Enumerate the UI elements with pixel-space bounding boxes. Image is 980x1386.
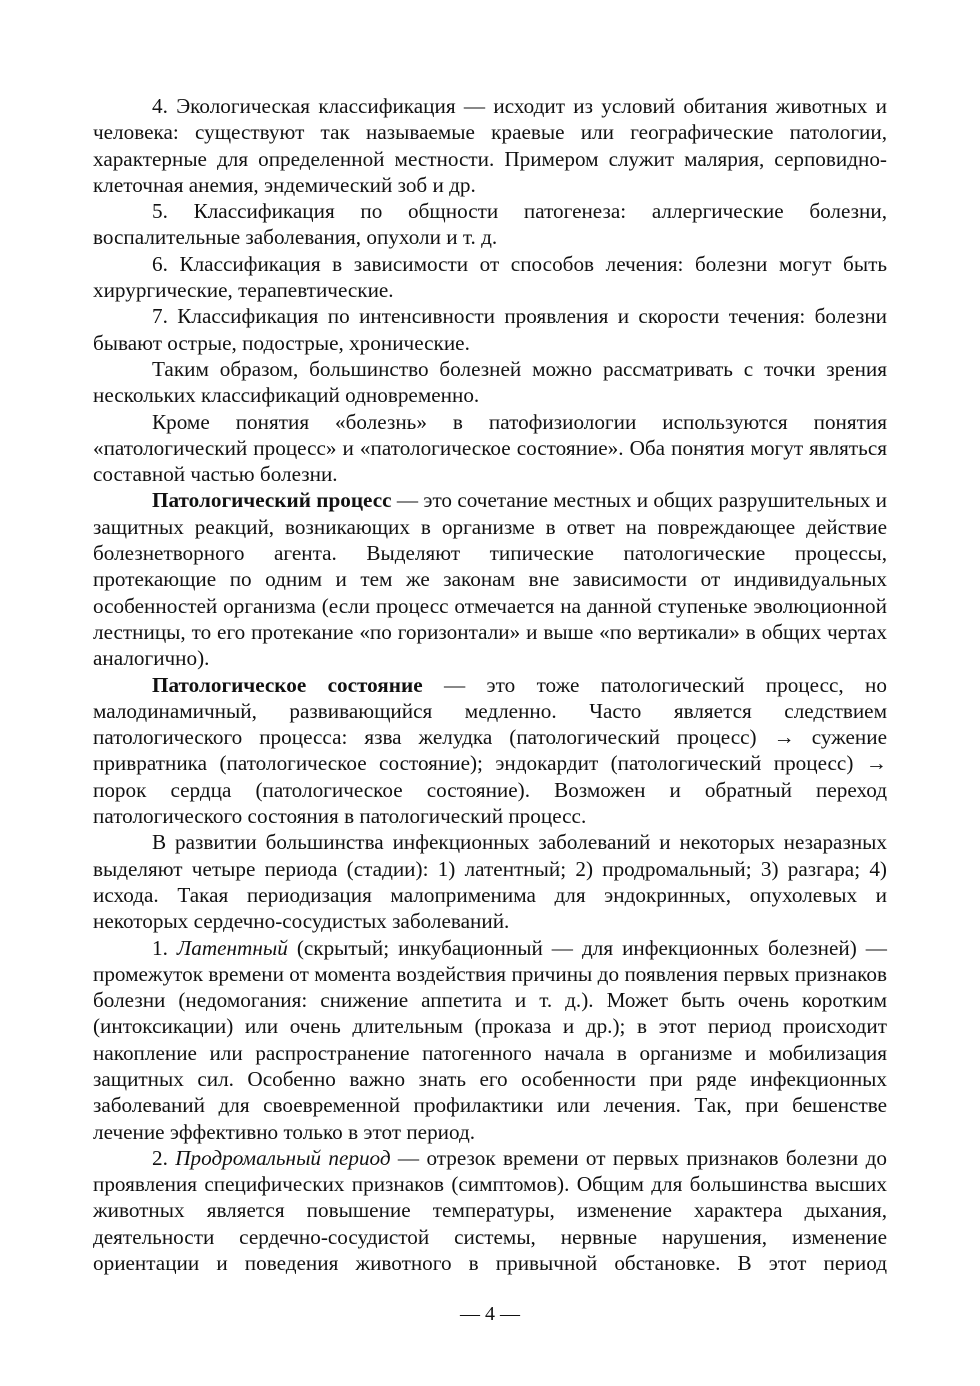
paragraph-pathological-state <box>93 672 887 830</box>
term-prodromal: Продромальный период <box>175 1145 391 1170</box>
paragraph-latent-period <box>93 935 887 1145</box>
list-number: 2. <box>152 1145 176 1170</box>
paragraph-text: Кроме понятия «болезнь» в патофизиологии используются понятия «патологический процесс» и «патологическое состояние». Оба понятия могут являться составной частью болезни. <box>93 409 887 487</box>
paragraph-summary <box>93 356 887 409</box>
paragraph-text: — отрезок времени от первых признаков болезни до проявления специфических признаков (симптомов). Общим для большинства высших животных является повышение температуры, изменение характера дыхания, деятельности сердечно-сосудистой системы, нервные нарушения, изменение ориентации и поведения животного в привычной обстановке. В этот период <box>93 1145 887 1276</box>
page-body <box>93 93 887 1276</box>
paragraph-text: (скрытый; инкубационный — для инфекционных болезней) — промежуток времени от момента воздействия причины до появления первых признаков болезни (недомогания: снижение аппетита и т. д.). Может быть очень коротким (интоксикации) или очень длительным (проказа и др.); в этот период происходит накопление или распространение патогенного начала в организме и мобилизация защитных сил. Особенно важно знать его особенности при ряде инфекционных заболеваний для своевременной профилактики или лечения. Так, при бешенстве лечение эффективно только в этот период. <box>93 935 887 1144</box>
paragraph-text: — это сочетание местных и общих разрушительных и защитных реакций, возникающих в организме в ответ на повреждающее действие болезнетворного агента. Выделяют типические патологические процессы, протекающие по одним и тем же законам вне зависимости от индивидуальных особенностей организма (если процесс отмечается на данной ступеньке эволюционной лестницы, то его протекание «по горизонтали» и выше «по вертикали» в общих чертах аналогично). <box>93 488 887 671</box>
paragraph-text: 6. Классификация в зависимости от способов лечения: болезни могут быть хирургические, терапевтические. <box>93 251 887 303</box>
paragraph-text: 4. Экологическая классификация — исходит из условий обитания животных и человека: существуют так называемые краевые или географические патологии, характерные для определенной местности. Примером служит малярия, серповидно-клеточная анемия, эндемический зоб и др. <box>93 94 887 197</box>
paragraph-text: — это тоже патологический процесс, но малодинамичный, развивающийся медленно. Часто является следствием патологического процесса: язва желудка (патологический процесс) → сужение привратника (патологическое состояние); эндокардит (патологический процесс) → порок сердца (патологическое состояние). Возможен и обратный переход патологического состояния в патологический процесс. <box>93 672 887 829</box>
paragraph-text: Таким образом, большинство болезней можно рассматривать с точки зрения нескольких классификаций одновременно. <box>93 356 887 408</box>
paragraph-intensity-classification <box>93 303 887 356</box>
term-pathological-process: Патологический процесс <box>152 488 392 513</box>
paragraph-pathological-process <box>93 487 887 671</box>
paragraph-text: В развитии большинства инфекционных заболеваний и некоторых незаразных выделяют четыре периода (стадии): 1) латентный; 2) продромальный; 3) разгара; 4) исхода. Такая периодизация малоприменима для эндокринных, опухолевых и некоторых сердечно-сосудистых заболеваний. <box>93 830 887 934</box>
paragraph-pathogenesis-classification <box>93 198 887 251</box>
term-pathological-state: Патологическое состояние <box>152 672 423 697</box>
paragraph-concepts <box>93 409 887 488</box>
paragraph-text: 5. Классификация по общности патогенеза: аллергические болезни, воспалительные заболевания, опухоли и т. д. <box>93 199 887 250</box>
paragraph-text: 7. Классификация по интенсивности проявления и скорости течения: болезни бывают острые, подострые, хронические. <box>93 304 887 355</box>
paragraph-periods <box>93 829 887 934</box>
paragraph-prodromal-period <box>93 1145 887 1276</box>
term-latent: Латентный <box>176 935 288 960</box>
paragraph-ecological-classification <box>93 93 887 198</box>
paragraph-treatment-classification <box>93 251 887 304</box>
page-number: — 4 — <box>460 1303 520 1325</box>
list-number: 1. <box>152 935 177 960</box>
